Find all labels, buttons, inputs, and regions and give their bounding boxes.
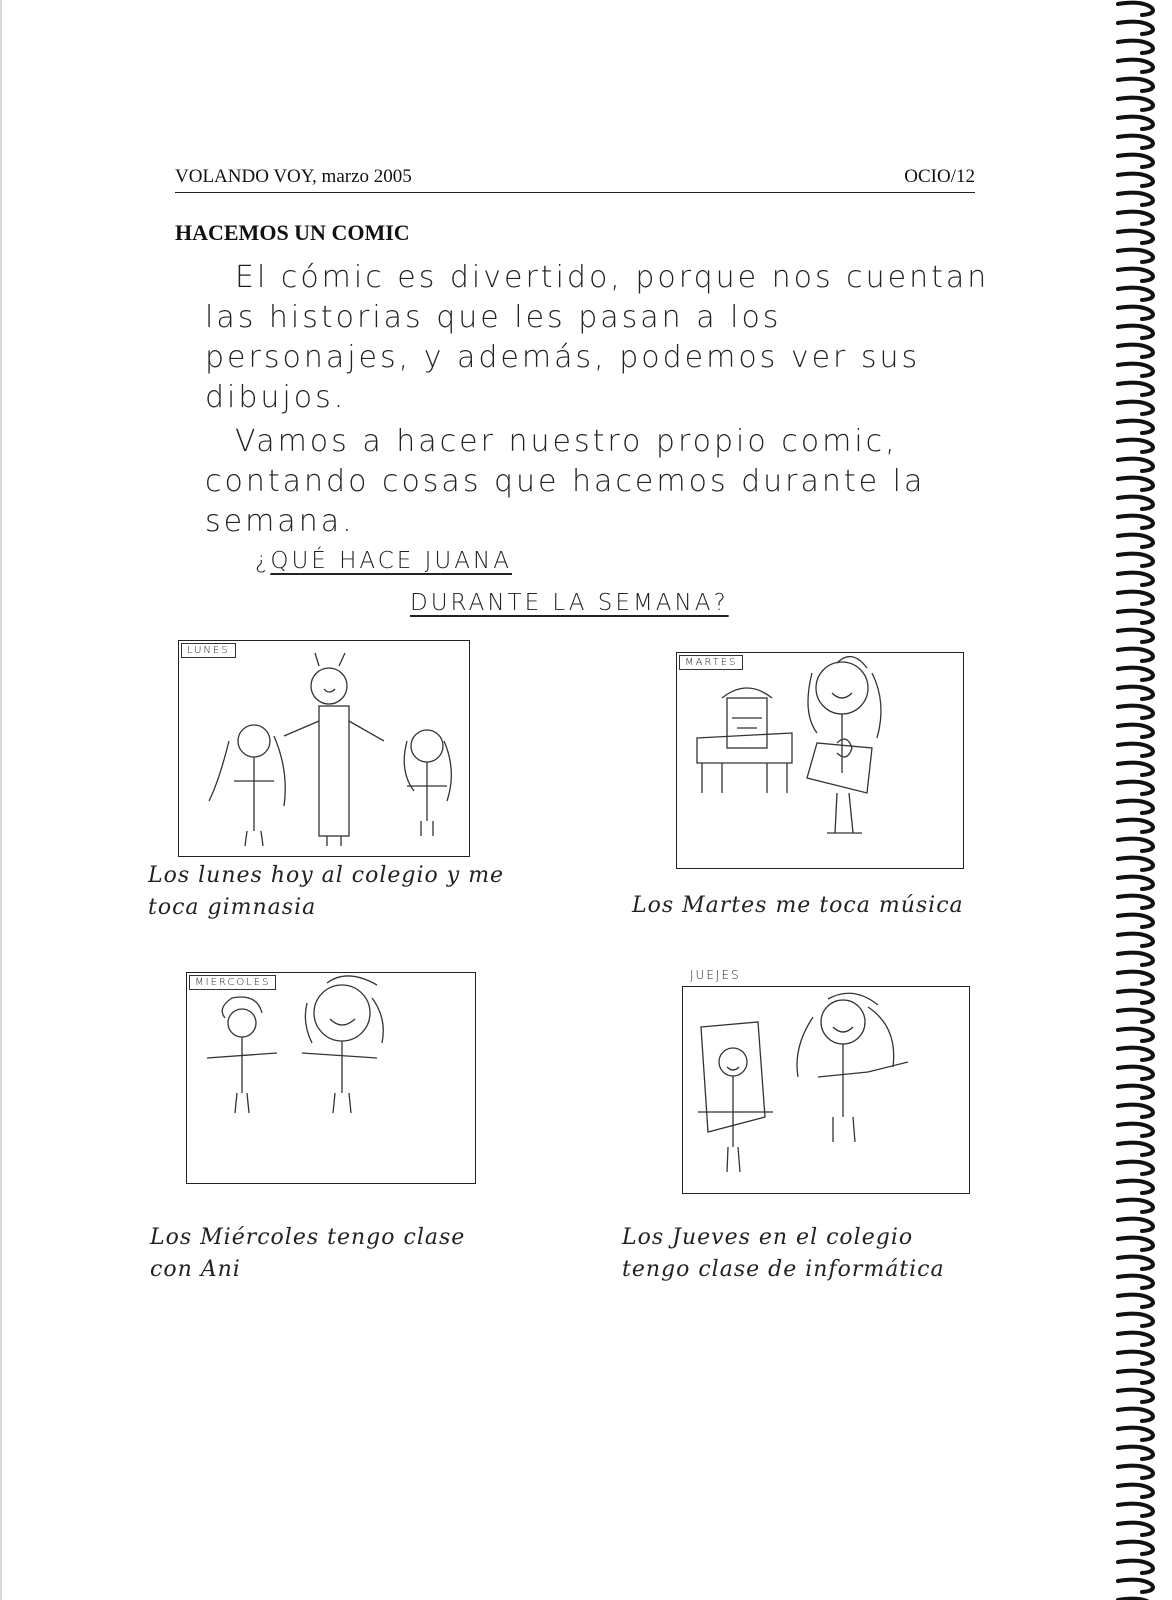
question-text-2: DURANTE LA SEMANA?: [410, 590, 729, 616]
header-left: VOLANDO VOY, marzo 2005: [175, 166, 412, 187]
intro-paragraph-1: El cómic es divertido, porque nos cuentan las historias que les pasan a los personajes, y además, podemos ver sus dibujos.: [205, 260, 990, 415]
intro-paragraph-2: Vamos a hacer nuestro propio comic, contando cosas que hacemos durante la semana.: [205, 424, 926, 539]
panel-drawing-lunes: [179, 641, 469, 856]
question-text-1: QUÉ HACE JUANA: [270, 548, 512, 574]
panel-drawing-martes: [677, 653, 963, 868]
question-mark: ¿: [255, 548, 271, 574]
panel-caption-jueves: Los Jueves en el colegio tengo clase de informática: [622, 1225, 945, 1282]
comic-panel-martes: [676, 652, 964, 869]
panel-day-label: LUNES: [181, 643, 236, 658]
comic-panel-miercoles: [186, 972, 476, 1184]
question-line-1: [255, 548, 512, 574]
comic-panel-jueves: [682, 968, 970, 1194]
panel-day-label: MARTES: [679, 655, 743, 670]
spiral-binding: [1112, 0, 1172, 1600]
comic-panel-lunes: [178, 640, 470, 857]
question-line-2: [410, 590, 729, 616]
page-header: [175, 162, 975, 193]
page-title: HACEMOS UN COMIC: [175, 220, 410, 245]
panel-caption-lunes: Los lunes hoy al colegio y me toca gimnasia: [148, 863, 505, 920]
panel-day-label: JUEJES: [685, 969, 746, 982]
header-right: OCIO/12: [904, 166, 975, 187]
panel-caption-martes: Los Martes me toca música: [632, 893, 964, 918]
panel-drawing-miercoles: [187, 973, 475, 1183]
panel-day-label: MIERCOLES: [189, 975, 276, 990]
panel-caption-miercoles: Los Miércoles tengo clase con Ani: [150, 1225, 466, 1282]
panel-drawing-jueves: [683, 987, 969, 1193]
